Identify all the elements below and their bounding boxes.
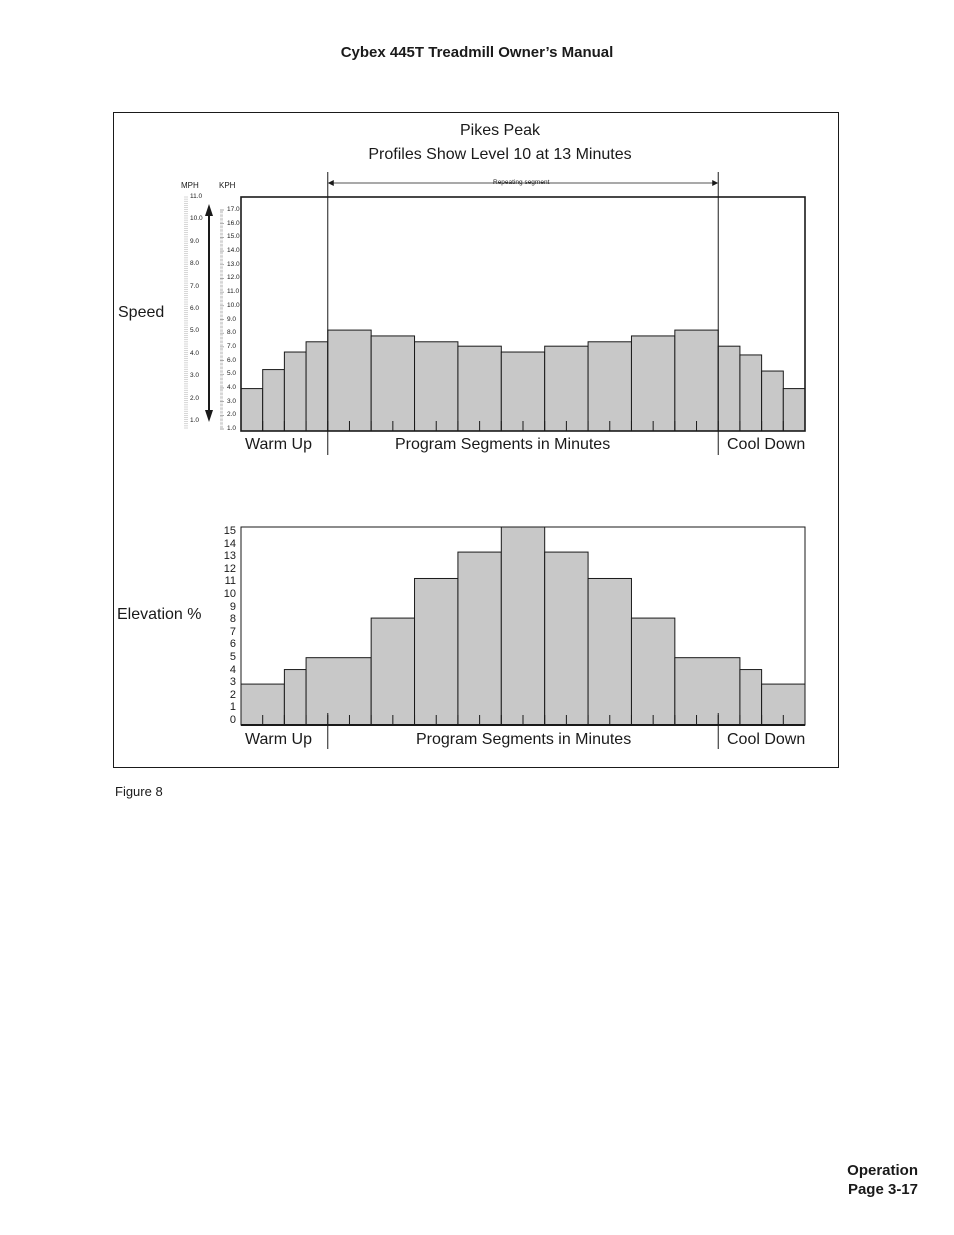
kph-tick-label: 8.0 bbox=[227, 329, 237, 337]
elevation-tick-label: 2 bbox=[229, 688, 236, 701]
elevation-tick-label: 8 bbox=[229, 613, 236, 626]
kph-tick-label: 14.0 bbox=[227, 247, 240, 255]
kph-tick-label: 2.0 bbox=[227, 411, 237, 419]
speed-profile-bar-15 bbox=[762, 371, 784, 431]
elevation-profile-bar-7 bbox=[545, 552, 588, 725]
mph-tick-label: 2.0 bbox=[190, 394, 200, 402]
speed-range-arrow-top bbox=[205, 204, 213, 216]
elevation-tick-label: 12 bbox=[223, 562, 236, 575]
mph-label: MPH bbox=[181, 181, 199, 190]
figure-subtitle: Profiles Show Level 10 at 13 Minutes bbox=[368, 146, 632, 163]
repeating-segment-arrow-left bbox=[328, 180, 334, 186]
elevation-tick-label: 9 bbox=[229, 600, 236, 613]
elevation-profile-bar-10 bbox=[675, 658, 740, 725]
elevation-tick-label: 14 bbox=[223, 537, 236, 550]
elevation-tick-label: 15 bbox=[223, 525, 236, 537]
elevation-program-segments-label: Program Segments in Minutes bbox=[416, 731, 632, 748]
speed-profile-bar-10 bbox=[588, 342, 631, 431]
speed-profile-bar-1 bbox=[263, 370, 285, 431]
mph-tick-label: 4.0 bbox=[190, 349, 200, 357]
figure-caption: Figure 8 bbox=[115, 784, 163, 799]
elevation-profile-bar-9 bbox=[631, 618, 674, 725]
kph-label: KPH bbox=[219, 181, 236, 190]
kph-tick-label: 13.0 bbox=[227, 260, 240, 268]
kph-tick-label: 5.0 bbox=[227, 370, 237, 378]
speed-profile-bar-6 bbox=[415, 342, 458, 431]
speed-profile-bar-3 bbox=[306, 342, 328, 431]
mph-tick-label: 8.0 bbox=[190, 260, 200, 268]
elevation-cool-down-label: Cool Down bbox=[727, 731, 806, 748]
elevation-tick-label: 6 bbox=[229, 638, 236, 651]
mph-tick-label: 11.0 bbox=[190, 193, 203, 200]
elevation-profile-bar-11 bbox=[740, 670, 762, 725]
speed-profile-bar-14 bbox=[740, 355, 762, 431]
elevation-tick-label: 1 bbox=[229, 701, 236, 714]
kph-tick-label: 17.0 bbox=[227, 206, 240, 213]
speed-profile-bar-7 bbox=[458, 346, 501, 431]
mph-tick-label: 10.0 bbox=[190, 215, 203, 223]
figure-title: Pikes Peak bbox=[459, 122, 541, 139]
speed-profile-bar-16 bbox=[783, 389, 805, 431]
kph-tick-label: 11.0 bbox=[227, 288, 240, 296]
page-footer bbox=[847, 1161, 918, 1199]
elevation-warm-up-label: Warm Up bbox=[245, 731, 312, 748]
speed-range-arrow-bottom bbox=[205, 410, 213, 422]
mph-tick-label: 6.0 bbox=[190, 305, 200, 312]
elevation-tick-label: 7 bbox=[229, 625, 236, 638]
speed-profile-bar-9 bbox=[545, 346, 588, 431]
elevation-tick-label: 5 bbox=[229, 651, 236, 663]
footer-page-number: Page 3-17 bbox=[847, 1181, 918, 1198]
elevation-label: Elevation % bbox=[117, 606, 202, 623]
speed-profile-bar-8 bbox=[501, 352, 544, 431]
elevation-tick-label: 13 bbox=[223, 550, 236, 563]
speed-profile-bar-13 bbox=[718, 346, 740, 431]
footer-section: Operation bbox=[847, 1162, 918, 1179]
speed-program-segments-label: Program Segments in Minutes bbox=[395, 436, 611, 453]
kph-tick-label: 1.0 bbox=[227, 425, 237, 432]
kph-tick-label: 6.0 bbox=[227, 356, 237, 364]
mph-tick-label: 7.0 bbox=[190, 282, 200, 290]
elevation-tick-label: 4 bbox=[229, 663, 236, 676]
mph-tick-label: 1.0 bbox=[190, 417, 200, 424]
elevation-profile-bar-1 bbox=[284, 670, 306, 725]
kph-tick-label: 9.0 bbox=[227, 315, 237, 323]
kph-tick-label: 12.0 bbox=[227, 274, 240, 282]
kph-tick-label: 15.0 bbox=[227, 233, 240, 241]
kph-tick-label: 3.0 bbox=[227, 397, 237, 405]
elevation-tick-label: 10 bbox=[223, 588, 236, 600]
speed-profile-bar-0 bbox=[241, 389, 263, 431]
mph-tick-label: 9.0 bbox=[190, 237, 200, 245]
speed-profile-bar-11 bbox=[631, 336, 674, 431]
repeating-segment-label: Repeating segment bbox=[490, 179, 552, 186]
speed-profile-bar-12 bbox=[675, 330, 718, 431]
speed-cool-down-label: Cool Down bbox=[727, 436, 806, 453]
kph-tick-label: 16.0 bbox=[227, 219, 240, 227]
speed-profile-bar-2 bbox=[284, 352, 306, 431]
elevation-profile-bar-3 bbox=[371, 618, 414, 725]
speed-profile-bar-4 bbox=[328, 330, 371, 431]
elevation-tick-label: 0 bbox=[229, 714, 236, 726]
kph-tick-label: 4.0 bbox=[227, 383, 237, 391]
page-header-title: Cybex 445T Treadmill Owner’s Manual bbox=[340, 44, 614, 61]
elevation-profile-bar-2 bbox=[306, 658, 371, 725]
elevation-profile-bar-6 bbox=[501, 527, 544, 725]
elevation-profile-bar-4 bbox=[415, 578, 458, 725]
repeating-segment-arrow-right bbox=[712, 180, 718, 186]
mph-tick-label: 5.0 bbox=[190, 327, 200, 335]
speed-label: Speed bbox=[118, 304, 165, 321]
mph-tick-label: 3.0 bbox=[190, 372, 200, 380]
elevation-profile-bar-5 bbox=[458, 552, 501, 725]
speed-profile-bar-5 bbox=[371, 336, 414, 431]
kph-tick-label: 7.0 bbox=[227, 342, 237, 350]
elevation-tick-label: 3 bbox=[229, 676, 236, 689]
speed-warm-up-label: Warm Up bbox=[245, 436, 312, 453]
kph-tick-label: 10.0 bbox=[227, 301, 240, 309]
elevation-profile-bar-8 bbox=[588, 578, 631, 725]
elevation-tick-label: 11 bbox=[224, 575, 236, 588]
